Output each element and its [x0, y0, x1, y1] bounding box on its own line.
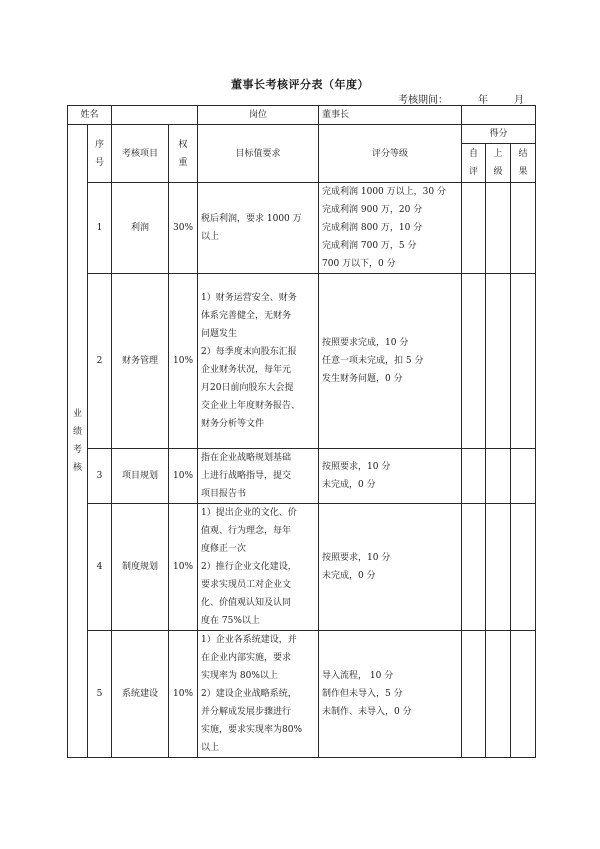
cell-line: 要求实现员工对企业文 — [201, 580, 292, 590]
weight-header: 权 重 — [169, 125, 198, 183]
cell-line: 2）建设企业战略系统， — [201, 689, 297, 699]
row-item: 利润 — [112, 183, 169, 274]
row-item: 项目规划 — [112, 449, 169, 504]
superior-score-field[interactable] — [486, 274, 511, 449]
cell-line: 未制作、未导入，0 分 — [322, 707, 412, 717]
cell-line: 发生财务问题，0 分 — [322, 374, 403, 384]
row-weight: 10% — [169, 631, 198, 758]
superior-score-field[interactable] — [486, 183, 511, 274]
category-char: 业 — [72, 409, 82, 419]
self-score-field[interactable] — [462, 631, 486, 758]
cell-line: 1）提出企业的文化、价 — [201, 508, 297, 518]
name-label: 姓名 — [68, 106, 112, 125]
row-weight: 30% — [169, 183, 198, 274]
position-extra-cell — [462, 106, 536, 125]
row-target — [198, 504, 319, 631]
cell-line: 财务分析等文件 — [201, 419, 265, 429]
period-month-unit: 月 — [514, 95, 524, 106]
row-item: 系统建设 — [112, 631, 169, 758]
position-value: 董事长 — [319, 106, 462, 125]
self-score-field[interactable] — [462, 504, 486, 631]
superior-header: 上 级 — [486, 144, 511, 183]
category-char: 核 — [72, 463, 82, 473]
row-grade — [319, 504, 462, 631]
position-label: 岗位 — [198, 106, 319, 125]
superior-score-field[interactable] — [486, 504, 511, 631]
cell-line: 2）每季度末向股东汇报 — [201, 347, 297, 357]
row-number: 1 — [88, 183, 112, 274]
table-row — [68, 274, 536, 449]
score-header: 得分 — [462, 125, 536, 144]
cell-line: 指在企业战略规划基础 — [201, 453, 292, 463]
row-weight: 10% — [169, 449, 198, 504]
cell-line: 度在 75%以上 — [201, 616, 260, 626]
cell-line: 完成利润 900 万，20 分 — [322, 205, 423, 215]
period-label: 考核期间： — [398, 95, 448, 106]
cell-line: 交企业上年度财务报告、 — [201, 401, 301, 411]
table-row — [68, 504, 536, 631]
grade-header: 评分等级 — [319, 125, 462, 183]
target-header: 目标值要求 — [198, 125, 319, 183]
row-grade — [319, 183, 462, 274]
row-number: 2 — [88, 274, 112, 449]
category-label — [71, 405, 84, 477]
result-header: 结 果 — [511, 144, 536, 183]
cell-line: 值观、行为理念，每年 — [201, 526, 292, 536]
category-performance — [68, 125, 88, 758]
row-item: 财务管理 — [112, 274, 169, 449]
superior-score-field[interactable] — [486, 449, 511, 504]
cell-line: 化、价值观认知及认同 — [201, 598, 292, 608]
cell-line: 实现率为 80%以上 — [201, 671, 278, 681]
cell-line: 在企业内部实施，要求 — [201, 653, 292, 663]
cell-line: 税后利润，要求 1000 万 — [201, 214, 302, 224]
cell-line: 1）企业各系统建设，并 — [201, 635, 297, 645]
cell-line: 1）财务运营安全、财务 — [201, 293, 297, 303]
cell-line: 未完成，0 分 — [322, 571, 376, 581]
cell-line: 项目报告书 — [201, 489, 247, 499]
self-score-field[interactable] — [462, 449, 486, 504]
row-number: 5 — [88, 631, 112, 758]
cell-line: 企业财务状况，每年元 — [201, 365, 292, 375]
cell-line: 度修正一次 — [201, 544, 247, 554]
cell-line: 体系完善健全，无财务 — [201, 311, 292, 321]
table-row — [68, 631, 536, 758]
table-row — [68, 183, 536, 274]
cell-line: 700 万以下，0 分 — [322, 259, 396, 269]
cell-line: 完成利润 1000 万以上，30 分 — [322, 187, 446, 197]
result-score-field[interactable] — [511, 183, 536, 274]
result-score-field[interactable] — [511, 631, 536, 758]
assessment-period — [398, 91, 524, 106]
cell-line: 导入流程， 10 分 — [322, 671, 394, 681]
row-weight: 10% — [169, 504, 198, 631]
row-grade — [319, 274, 462, 449]
category-char: 考 — [72, 445, 82, 455]
row-grade — [319, 631, 462, 758]
form-title: 董事长考核评分表（年度） — [231, 78, 369, 91]
assessment-table — [67, 105, 536, 758]
cell-line: 任意一项未完成，扣 5 分 — [322, 356, 424, 366]
row-target — [198, 274, 319, 449]
table-row — [68, 449, 536, 504]
cell-line: 以上 — [201, 743, 220, 753]
result-score-field[interactable] — [511, 504, 536, 631]
row-item: 制度规划 — [112, 504, 169, 631]
self-score-field[interactable] — [462, 183, 486, 274]
cell-line: 以上 — [201, 232, 220, 242]
result-score-field[interactable] — [511, 449, 536, 504]
cell-line: 完成利润 800 万，10 分 — [322, 223, 423, 233]
cell-line: 实施，要求实现率为80% — [201, 725, 303, 735]
cell-line: 按照要求，10 分 — [322, 553, 391, 563]
row-target — [198, 449, 319, 504]
name-value-field[interactable] — [112, 106, 198, 125]
cell-line: 未完成，0 分 — [322, 480, 376, 490]
result-score-field[interactable] — [511, 274, 536, 449]
cell-line: 上进行战略指导，提交 — [201, 471, 292, 481]
cell-line: 完成利润 700 万，5 分 — [322, 241, 417, 251]
seq-header: 序 号 — [88, 125, 112, 183]
cell-line: 问题发生 — [201, 329, 238, 339]
superior-score-field[interactable] — [486, 631, 511, 758]
row-grade — [319, 449, 462, 504]
cell-line: 2）推行企业文化建设， — [201, 562, 297, 572]
cell-line: 按照要求，10 分 — [322, 462, 391, 472]
self-eval-header: 自 评 — [462, 144, 486, 183]
cell-line: 制作但未导入，5 分 — [322, 689, 403, 699]
cell-line: 并分解成发展步骤进行 — [201, 707, 292, 717]
self-score-field[interactable] — [462, 274, 486, 449]
row-target — [198, 631, 319, 758]
row-target — [198, 183, 319, 274]
category-char: 绩 — [72, 427, 82, 437]
row-number: 3 — [88, 449, 112, 504]
row-number: 4 — [88, 504, 112, 631]
item-header: 考核项目 — [112, 125, 169, 183]
cell-line: 月20日前向股东大会提 — [201, 383, 294, 393]
row-weight: 10% — [169, 274, 198, 449]
cell-line: 按照要求完成，10 分 — [322, 338, 409, 348]
period-year-unit: 年 — [478, 95, 488, 106]
